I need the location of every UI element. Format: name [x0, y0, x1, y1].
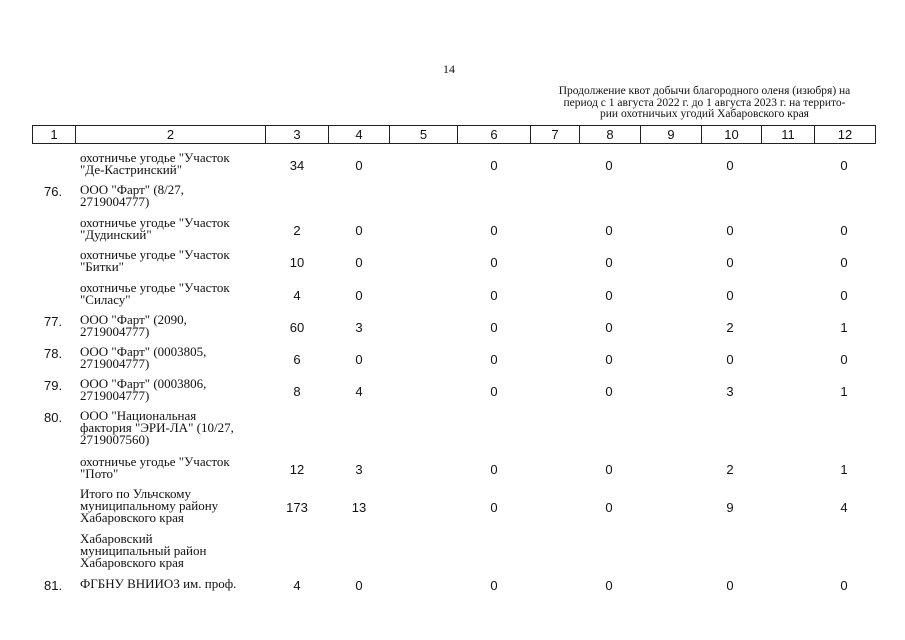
row-name — [80, 314, 270, 338]
row-name — [80, 456, 270, 480]
cell-col-12: 1 — [840, 320, 848, 335]
cell-col-4: 0 — [355, 352, 363, 367]
row-name-line: ООО "Фарт" (8/27, — [80, 182, 185, 197]
cell-col-12: 4 — [840, 500, 848, 515]
cell-col-3: 6 — [293, 352, 301, 367]
row-name-line: 2719004777) — [80, 356, 150, 371]
cell-col-3: 173 — [286, 500, 308, 515]
cell-col-8: 0 — [605, 578, 613, 593]
row-name-line: Хабаровский — [80, 531, 153, 546]
row-name-line: фактория "ЭРИ-ЛА" (10/27, — [80, 420, 234, 435]
cell-col-6: 0 — [490, 158, 498, 173]
cell-col-6: 0 — [490, 255, 498, 270]
row-name — [80, 346, 270, 370]
row-name — [80, 217, 270, 241]
cell-col-10: 0 — [726, 158, 734, 173]
row-name-line: ООО "Фарт" (2090, — [80, 312, 187, 327]
cell-col-12: 0 — [840, 288, 848, 303]
row-name-line: муниципальному району — [80, 498, 219, 513]
continuation-line: Продолжение квот добычи благородного оленя (изюбря) на — [558, 85, 851, 97]
cell-col-8: 0 — [605, 462, 613, 477]
cell-col-12: 1 — [840, 384, 848, 399]
row-name — [80, 378, 270, 402]
row-name-line: охотничье угодье "Участок — [80, 150, 230, 165]
row-name-line: ООО "Фарт" (0003805, — [80, 344, 207, 359]
row-name-line: охотничье угодье "Участок — [80, 215, 230, 230]
cell-col-6: 0 — [490, 578, 498, 593]
cell-col-10: 9 — [726, 500, 734, 515]
cell-col-8: 0 — [605, 223, 613, 238]
cell-col-3: 34 — [289, 158, 305, 173]
cell-col-4: 0 — [355, 288, 363, 303]
cell-col-4: 0 — [355, 158, 363, 173]
cell-col-8: 0 — [605, 352, 613, 367]
cell-col-6: 0 — [490, 500, 498, 515]
cell-col-6: 0 — [490, 462, 498, 477]
cell-col-4: 3 — [355, 462, 363, 477]
row-name — [80, 488, 270, 524]
column-header: 5 — [390, 126, 458, 144]
column-header: 6 — [458, 126, 531, 144]
row-name-line: "Битки" — [80, 259, 124, 274]
row-name — [80, 152, 270, 176]
cell-col-10: 3 — [726, 384, 734, 399]
row-name — [80, 533, 270, 569]
row-name-line: "Дудинский" — [80, 227, 152, 242]
row-name-line: Итого по Ульчскому — [80, 486, 191, 501]
row-number: 76. — [44, 184, 63, 199]
cell-col-8: 0 — [605, 288, 613, 303]
column-header: 8 — [580, 126, 641, 144]
cell-col-10: 0 — [726, 223, 734, 238]
cell-col-12: 0 — [840, 223, 848, 238]
row-name-line: охотничье угодье "Участок — [80, 280, 230, 295]
cell-col-8: 0 — [605, 500, 613, 515]
row-name-line: ООО "Фарт" (0003806, — [80, 376, 207, 391]
row-name-line: 2719007560) — [80, 432, 150, 447]
cell-col-6: 0 — [490, 288, 498, 303]
cell-col-12: 0 — [840, 158, 848, 173]
cell-col-8: 0 — [605, 320, 613, 335]
cell-col-6: 0 — [490, 223, 498, 238]
cell-col-3: 12 — [289, 462, 305, 477]
continuation-title — [537, 86, 872, 121]
cell-col-6: 0 — [490, 352, 498, 367]
cell-col-6: 0 — [490, 320, 498, 335]
cell-col-8: 0 — [605, 384, 613, 399]
cell-col-10: 0 — [726, 352, 734, 367]
cell-col-4: 0 — [355, 578, 363, 593]
column-header: 11 — [762, 126, 815, 144]
cell-col-3: 60 — [289, 320, 305, 335]
row-number: 77. — [44, 314, 63, 329]
cell-col-4: 0 — [355, 255, 363, 270]
row-name-line: Хабаровского края — [80, 555, 184, 570]
cell-col-10: 0 — [726, 255, 734, 270]
cell-col-6: 0 — [490, 384, 498, 399]
continuation-line: рии охотничьих угодий Хабаровского края — [600, 108, 809, 120]
row-name-line: "Пото" — [80, 466, 119, 481]
cell-col-12: 0 — [840, 578, 848, 593]
cell-col-10: 2 — [726, 462, 734, 477]
row-name-line: 2719004777) — [80, 194, 150, 209]
row-number: 80. — [44, 410, 63, 425]
row-name — [80, 578, 270, 590]
column-header: 10 — [702, 126, 762, 144]
row-name — [80, 282, 270, 306]
column-header: 4 — [329, 126, 390, 144]
row-name-line: охотничье угодье "Участок — [80, 454, 230, 469]
cell-col-10: 0 — [726, 578, 734, 593]
row-name-line: Хабаровского края — [80, 510, 184, 525]
row-name — [80, 184, 270, 208]
column-header: 9 — [641, 126, 702, 144]
column-header: 2 — [76, 126, 266, 144]
row-name — [80, 249, 270, 273]
column-header: 12 — [815, 126, 876, 144]
row-name-line: "Де-Кастринский" — [80, 162, 183, 177]
row-name-line: охотничье угодье "Участок — [80, 247, 230, 262]
column-header: 3 — [266, 126, 329, 144]
row-name-line: ФГБНУ ВНИИОЗ им. проф. — [80, 576, 237, 591]
cell-col-3: 4 — [293, 578, 301, 593]
cell-col-3: 2 — [293, 223, 301, 238]
cell-col-10: 0 — [726, 288, 734, 303]
continuation-line: период с 1 августа 2022 г. до 1 августа 2023 г. на террито- — [563, 96, 846, 109]
row-name — [80, 410, 270, 446]
page-number: 14 — [443, 62, 455, 76]
column-header: 7 — [531, 126, 580, 144]
row-name-line: 2719004777) — [80, 388, 150, 403]
row-name-line: ООО "Национальная — [80, 408, 197, 423]
cell-col-4: 0 — [355, 223, 363, 238]
cell-col-12: 0 — [840, 352, 848, 367]
row-name-line: "Силасу" — [80, 292, 131, 307]
row-name-line: муниципальный район — [80, 543, 207, 558]
row-number: 81. — [44, 578, 63, 593]
row-number: 78. — [44, 346, 63, 361]
cell-col-12: 0 — [840, 255, 848, 270]
cell-col-12: 1 — [840, 462, 848, 477]
row-name-line: 2719004777) — [80, 324, 150, 339]
column-header-table — [32, 125, 876, 144]
cell-col-3: 8 — [293, 384, 301, 399]
cell-col-8: 0 — [605, 255, 613, 270]
cell-col-10: 2 — [726, 320, 734, 335]
cell-col-4: 4 — [355, 384, 363, 399]
cell-col-8: 0 — [605, 158, 613, 173]
cell-col-4: 3 — [355, 320, 363, 335]
row-number: 79. — [44, 378, 63, 393]
column-header: 1 — [33, 126, 76, 144]
cell-col-4: 13 — [351, 500, 367, 515]
cell-col-3: 4 — [293, 288, 301, 303]
cell-col-3: 10 — [289, 255, 305, 270]
